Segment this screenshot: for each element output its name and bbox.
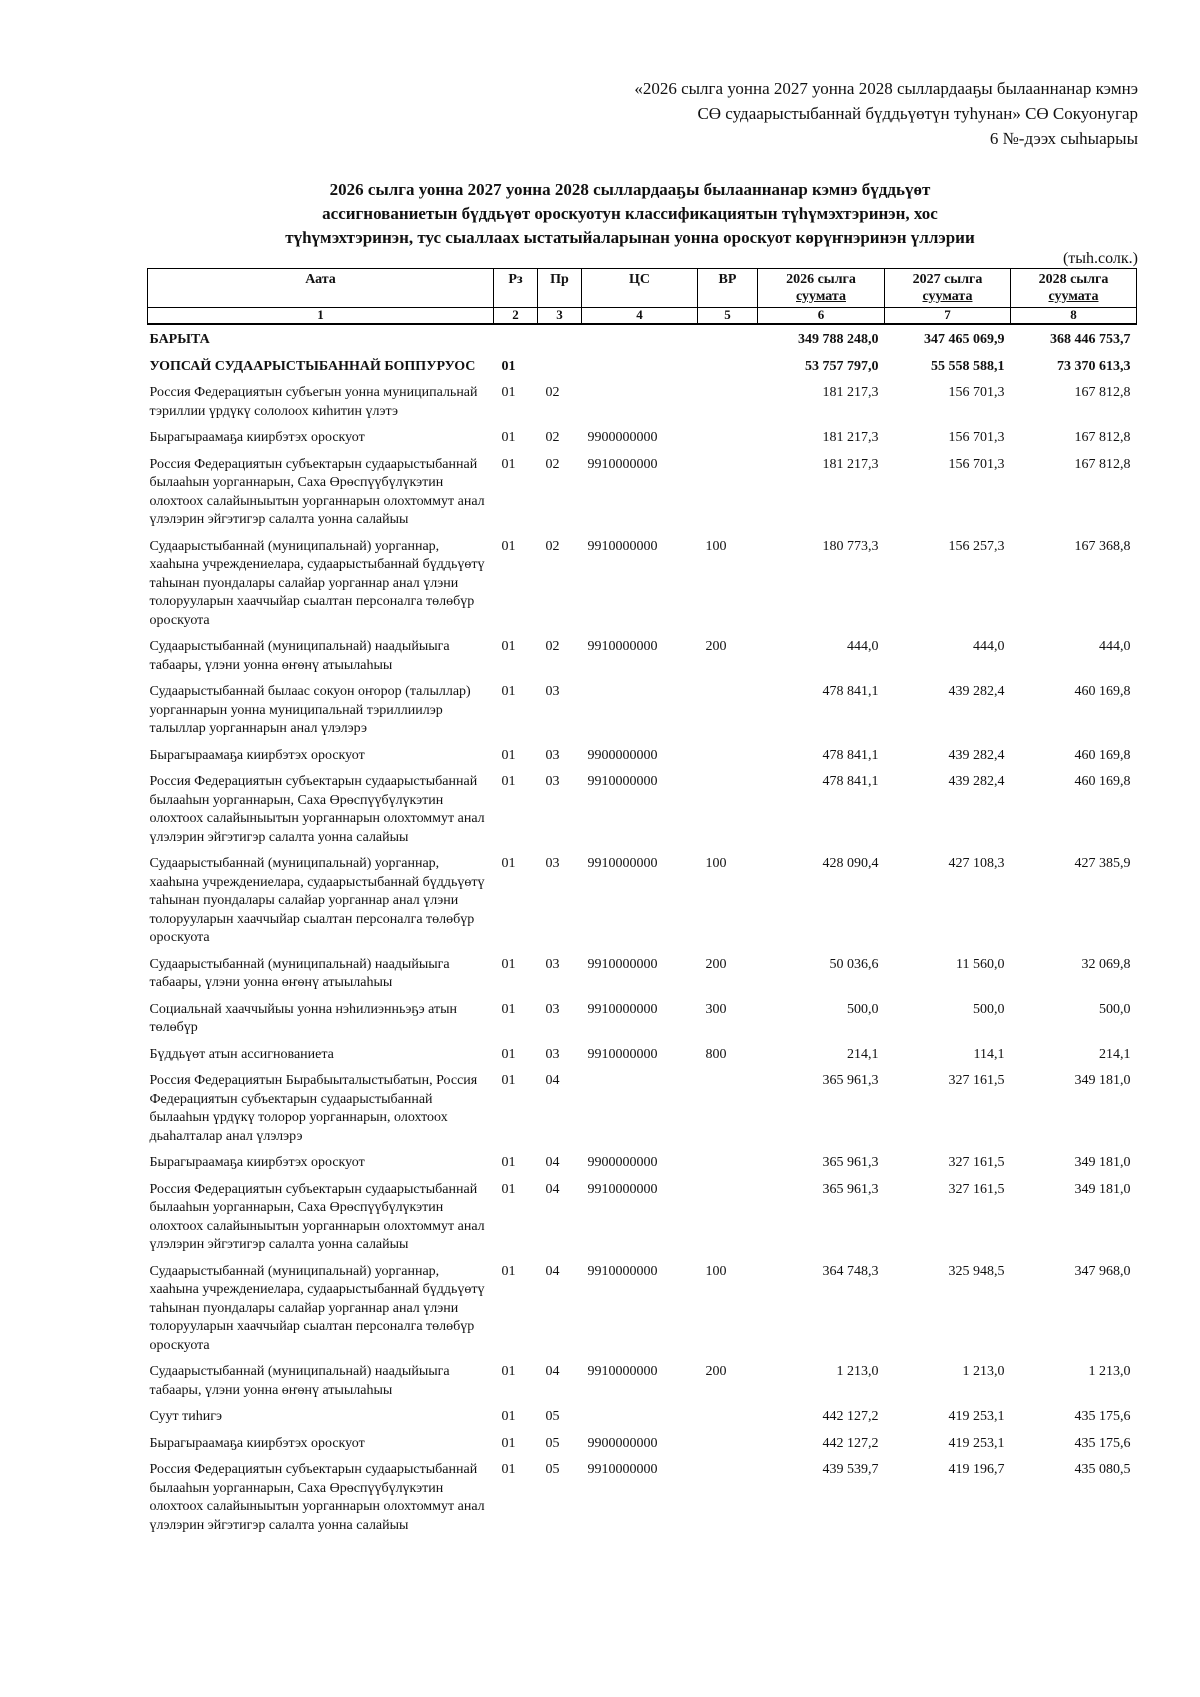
row-cs: 9910000000 [587,1001,658,1017]
table-row [148,1043,1137,1070]
row-vr: 100 [705,538,727,554]
row-name: Бырагыраамаҕа киирбэтэх ороскуот [149,430,365,445]
table-row [148,1069,1137,1151]
header-2027-sum: суумата [922,289,973,304]
row-rz: 01 [501,538,516,554]
header-2028-sum: суумата [1048,289,1099,304]
row-name: Бырагыраамаҕа киирбэтэх ороскуот [149,747,365,763]
row-2027-amount: 156 701,3 [948,456,1005,472]
row-name: Социальнай хааччыйыы уонна нэһилиэнньэҕэ атын төлөбүр [149,1001,458,1035]
col-number-2: 2 [494,308,538,325]
header-pr: Пр [538,269,582,308]
row-rz: 01 [501,1073,516,1088]
table-row [148,852,1137,953]
row-cs [582,381,698,426]
row-2027-amount: 325 948,5 [948,1263,1005,1279]
row-name: Судаарыстыбаннай (муниципальнай) уорганнар, хааһына учреждениелара, судаарыстыбаннай бүддьүөтү таһынан пуондалары салайар уорганнар анал үлэни толорууларын хааччыйар сыалтан персоналга төлөбүр ороскуота [149,1263,485,1353]
row-rz: 01 [501,774,516,789]
row-rz: 01 [501,1435,516,1451]
row-vr [698,324,758,355]
row-2026-amount: 365 961,3 [822,1181,879,1197]
row-cs: 9910000000 [587,1181,658,1197]
header-rz: Рз [494,269,538,308]
row-pr: 05 [545,1462,560,1477]
row-rz: 01 [501,1263,516,1279]
table-row [148,535,1137,636]
row-cs [582,1069,698,1151]
row-pr: 04 [545,1155,560,1170]
row-2027-amount: 439 282,4 [948,747,1005,763]
row-rz: 01 [501,456,516,472]
row-2026-amount: 442 127,2 [822,1435,879,1451]
header-2028-year: 2028 сылга [1038,272,1109,287]
table-row [148,426,1137,453]
title-line-3: түһүмэхтэринэн, тус сыаллаах ыстатыйаларынан уонна ороскуот көрүҥнэринэн үллэрии [285,228,975,247]
row-pr: 02 [545,456,560,472]
row-2026-amount: 180 773,3 [822,538,879,554]
row-pr: 02 [545,430,560,445]
row-pr: 03 [545,747,560,763]
row-vr [698,770,758,852]
row-2028-amount: 460 169,8 [1074,684,1131,699]
row-pr [538,324,582,355]
row-cs [582,1405,698,1432]
row-2026-amount: 364 748,3 [822,1263,879,1279]
row-vr: 800 [705,1046,727,1062]
row-vr: 200 [705,639,727,654]
row-name: Судаарыстыбаннай (муниципальнай) наадыйыыга табаары, үлэни уонна өҥөнү атыылаһыы [149,1364,450,1398]
row-cs: 9910000000 [587,1462,658,1477]
row-2027-amount: 500,0 [973,1001,1005,1017]
annex-line-1: «2026 сылга уонна 2027 уонна 2028 сыллардааҕы былааннанар кэмнэ [634,79,1138,98]
row-name: Россия Федерациятын субъектарын судаарыстыбаннай былааһын уорганнарын, Саха Өрөспүүбүлүкэтин олохтоох салайыныытын уорганнарын олохтоммут анал үлэлэрин эйгэтигэр салалта уонна салайыы [149,456,485,527]
row-2026-amount: 365 961,3 [822,1073,879,1088]
row-2027-amount: 419 196,7 [948,1462,1005,1477]
table-row [148,1178,1137,1260]
row-2026-amount: 428 090,4 [822,856,879,871]
row-pr: 03 [545,1001,560,1017]
row-2027-amount: 327 161,5 [948,1155,1005,1170]
header-2028 [1011,269,1137,308]
row-pr: 02 [545,385,560,400]
row-2028-amount: 444,0 [1099,639,1131,654]
col-number-7: 7 [885,308,1011,325]
table-row [148,1151,1137,1178]
row-name: Судаарыстыбаннай былаас сокуон оҥорор (талыллар) уорганнарын уонна муниципальнай тэриллиилэр талыллар уорганнарын анал үлэлэрэ [149,684,471,736]
annex-line-3: 6 №-дээх сыһыарыы [989,129,1138,148]
row-vr [698,453,758,535]
row-rz [494,324,538,355]
row-2028-amount: 460 169,8 [1074,774,1131,789]
row-2028-amount: 427 385,9 [1074,856,1131,871]
row-name: Россия Федерациятын субъектарын судаарыстыбаннай былааһын уорганнарын, Саха Өрөспүүбүлүкэтин олохтоох салайыныытын уорганнарын олохтоммут анал үлэлэрин эйгэтигэр салалта уонна салайыы [149,1462,485,1533]
row-pr: 03 [545,774,560,789]
row-pr: 05 [545,1435,560,1451]
row-name: Судаарыстыбаннай (муниципальнай) уорганнар, хааһына учреждениелара, судаарыстыбаннай бүддьүөтү таһынан пуондалары салайар уорганнар анал үлэни толорууларын хааччыйар сыалтан персоналга төлөбүр ороскуота [149,856,485,945]
row-cs [582,355,698,382]
col-number-6: 6 [758,308,885,325]
row-vr: 200 [705,956,727,972]
row-pr: 05 [545,1409,560,1424]
row-2026-amount: 214,1 [847,1046,879,1062]
row-2026-amount: 50 036,6 [829,956,879,972]
row-cs: 9910000000 [587,1263,658,1279]
row-pr [538,355,582,382]
row-2026-amount: 478 841,1 [822,684,879,699]
row-2027-amount: 327 161,5 [948,1181,1005,1197]
row-cs: 9910000000 [587,456,658,472]
row-name: Судаарыстыбаннай (муниципальнай) наадыйыыга табаары, үлэни уонна өҥөнү атыылаһыы [149,639,450,673]
annex-line-2: СӨ судаарыстыбаннай бүддьүөтүн туһунан» СӨ Сокуонугар [697,104,1138,123]
row-rz: 01 [501,1462,516,1477]
row-cs [582,680,698,744]
row-2028-amount: 349 181,0 [1074,1155,1131,1170]
title-line-2: ассигнованиетын бүддьүөт ороскуотун классификациятын түһүмэхтэринэн, хос [322,204,938,223]
header-2026 [758,269,885,308]
row-2027-amount: 156 701,3 [948,385,1005,400]
budget-table [147,268,1137,1540]
table-row [148,381,1137,426]
row-2028-amount: 368 446 753,7 [1050,332,1131,347]
row-2027-amount: 11 560,0 [956,956,1005,972]
row-vr [698,744,758,771]
row-2028-amount: 73 370 613,3 [1057,358,1131,374]
document-title [150,178,1110,250]
row-name: УОПСАЙ СУДААРЫСТЫБАННАЙ БОППУРУОС [149,358,476,374]
row-cs: 9900000000 [587,1435,658,1451]
row-cs: 9910000000 [587,774,658,789]
row-pr: 02 [545,639,560,654]
row-name: Судаарыстыбаннай (муниципальнай) уорганнар, хааһына учреждениелара, судаарыстыбаннай бүддьүөтү таһынан пуондалары салайар уорганнар анал үлэни толорууларын хааччыйар сыалтан персоналга төлөбүр ороскуота [149,538,485,628]
table-row [148,635,1137,680]
row-pr: 04 [545,1073,560,1088]
row-cs: 9910000000 [587,639,658,654]
row-name: Россия Федерациятын субъектарын судаарыстыбаннай былааһын уорганнарын, Саха Өрөспүүбүлүкэтин олохтоох салайыныытын уорганнарын олохтоммут анал үлэлэрин эйгэтигэр салалта уонна салайыы [149,1181,485,1252]
row-name: Россия Федерациятын субъегын уонна муниципальнай тэриллии үрдүкү сололоох киһитин үлэтэ [149,385,478,419]
row-rz: 01 [501,430,516,445]
row-2026-amount: 365 961,3 [822,1155,879,1170]
row-2028-amount: 349 181,0 [1074,1073,1131,1088]
row-name: Россия Федерациятын субъектарын судаарыстыбаннай былааһын уорганнарын, Саха Өрөспүүбүлүкэтин олохтоох салайыныытын уорганнарын олохтоммут анал үлэлэрин эйгэтигэр салалта уонна салайыы [149,774,485,845]
row-vr [698,381,758,426]
row-2028-amount: 1 213,0 [1088,1364,1131,1379]
row-vr [698,1178,758,1260]
row-pr: 04 [545,1364,560,1379]
table-row [148,744,1137,771]
row-cs [582,324,698,355]
row-name: Россия Федерациятын Бырабыыталыстыбатын, Россия Федерациятын субъектарын судаарыстыбаннай былааһын үрдүкү толорор уорганнарын, олохтоох дьаһалталар анал үлэлэрэ [149,1073,478,1144]
row-name: Бырагыраамаҕа киирбэтэх ороскуот [149,1155,365,1170]
row-2027-amount: 1 213,0 [962,1364,1005,1379]
table-row [148,1458,1137,1540]
row-vr [698,355,758,382]
table-row [148,355,1137,382]
col-number-3: 3 [538,308,582,325]
row-2028-amount: 214,1 [1099,1046,1131,1062]
table-body [148,324,1137,1540]
row-2028-amount: 167 368,8 [1074,538,1131,554]
table-row [148,998,1137,1043]
row-2027-amount: 156 701,3 [948,430,1005,445]
header-vr: ВР [698,269,758,308]
row-pr: 02 [545,538,560,554]
row-rz: 01 [501,1364,516,1379]
row-name: Бырагыраамаҕа киирбэтэх ороскуот [149,1435,365,1451]
row-name: Судаарыстыбаннай (муниципальнай) наадыйыыга табаары, үлэни уонна өҥөнү атыылаһыы [149,956,450,990]
row-2028-amount: 167 812,8 [1074,385,1131,400]
row-2026-amount: 478 841,1 [822,774,879,789]
row-2028-amount: 32 069,8 [1081,956,1131,972]
row-cs: 9910000000 [587,856,658,871]
row-rz: 01 [501,684,516,699]
column-number-row [148,308,1137,325]
row-2027-amount: 444,0 [973,639,1005,654]
row-pr: 03 [545,684,560,699]
header-2027-year: 2027 сылга [912,272,983,287]
header-2026-sum: суумата [796,289,846,304]
row-cs: 9900000000 [587,747,658,763]
row-vr: 200 [705,1364,727,1379]
row-2028-amount: 435 175,6 [1074,1435,1131,1451]
row-2028-amount: 460 169,8 [1074,747,1131,763]
row-2028-amount: 167 812,8 [1074,430,1131,445]
row-cs: 9910000000 [587,1046,658,1062]
row-rz: 01 [501,1001,516,1017]
row-pr: 03 [545,956,560,972]
row-rz: 01 [501,385,516,400]
row-2026-amount: 1 213,0 [836,1364,879,1379]
row-pr: 03 [545,856,560,871]
row-rz: 01 [501,1046,516,1062]
row-2026-amount: 439 539,7 [822,1462,879,1477]
row-2027-amount: 439 282,4 [948,684,1005,699]
table-row [148,1432,1137,1459]
row-name: Бүддьүөт атын ассигнованиета [149,1046,334,1062]
row-vr [698,1405,758,1432]
row-rz: 01 [501,1409,516,1424]
row-rz: 01 [501,1155,516,1170]
row-2028-amount: 167 812,8 [1074,456,1131,472]
row-vr [698,680,758,744]
table-row [148,1405,1137,1432]
row-rz: 01 [501,358,516,374]
row-2026-amount: 181 217,3 [822,385,879,400]
header-name: Аата [148,269,494,308]
row-rz: 01 [501,639,516,654]
table-row [148,680,1137,744]
row-rz: 01 [501,747,516,763]
row-2027-amount: 427 108,3 [948,856,1005,871]
row-2027-amount: 156 257,3 [948,538,1005,554]
row-name: Суут тиһигэ [149,1409,222,1424]
row-2027-amount: 347 465 069,9 [924,332,1005,347]
row-2027-amount: 114,1 [973,1046,1005,1062]
row-2026-amount: 444,0 [847,639,879,654]
col-number-4: 4 [582,308,698,325]
row-2028-amount: 435 080,5 [1074,1462,1131,1477]
row-2027-amount: 327 161,5 [948,1073,1005,1088]
row-pr: 04 [545,1263,560,1279]
row-2027-amount: 439 282,4 [948,774,1005,789]
row-2028-amount: 435 175,6 [1074,1409,1131,1424]
row-cs: 9910000000 [587,956,658,972]
row-pr: 03 [545,1046,560,1062]
row-2028-amount: 347 968,0 [1074,1263,1131,1279]
row-2026-amount: 349 788 248,0 [798,332,879,347]
table-row [148,324,1137,355]
row-vr: 300 [705,1001,727,1017]
header-2026-year: 2026 сылга [786,272,856,287]
row-vr [698,426,758,453]
table-row [148,453,1137,535]
col-number-1: 1 [148,308,494,325]
row-2026-amount: 442 127,2 [822,1409,879,1424]
row-2027-amount: 419 253,1 [948,1435,1005,1451]
table-row [148,770,1137,852]
row-cs: 9910000000 [587,538,658,554]
row-vr [698,1432,758,1459]
row-2028-amount: 349 181,0 [1074,1181,1131,1197]
row-2026-amount: 181 217,3 [822,456,879,472]
row-vr: 100 [705,856,727,871]
col-number-8: 8 [1011,308,1137,325]
row-cs: 9900000000 [587,1155,658,1170]
row-2026-amount: 478 841,1 [822,747,879,763]
table-row [148,1360,1137,1405]
row-vr: 100 [705,1263,727,1279]
row-rz: 01 [501,856,516,871]
row-name: БАРЫТА [149,332,210,347]
row-vr [698,1069,758,1151]
row-vr [698,1458,758,1540]
row-2026-amount: 500,0 [847,1001,879,1017]
header-2027 [885,269,1011,308]
annex-reference [634,76,1138,151]
table-row [148,1260,1137,1361]
row-2026-amount: 53 757 797,0 [805,358,879,374]
title-line-1: 2026 сылга уонна 2027 уонна 2028 сыллардааҕы былааннанар кэмнэ бүддьүөт [329,180,931,199]
units-label: (тыһ.солк.) [1062,250,1138,267]
row-rz: 01 [501,956,516,972]
row-cs: 9900000000 [587,430,658,445]
row-2027-amount: 55 558 588,1 [931,358,1005,374]
row-2028-amount: 500,0 [1099,1001,1131,1017]
row-vr [698,1151,758,1178]
row-cs: 9910000000 [587,1364,658,1379]
header-cs: ЦС [582,269,698,308]
row-2026-amount: 181 217,3 [822,430,879,445]
table-row [148,953,1137,998]
col-number-5: 5 [698,308,758,325]
table-header [148,269,1137,325]
row-rz: 01 [501,1181,516,1197]
row-pr: 04 [545,1181,560,1197]
row-2027-amount: 419 253,1 [948,1409,1005,1424]
